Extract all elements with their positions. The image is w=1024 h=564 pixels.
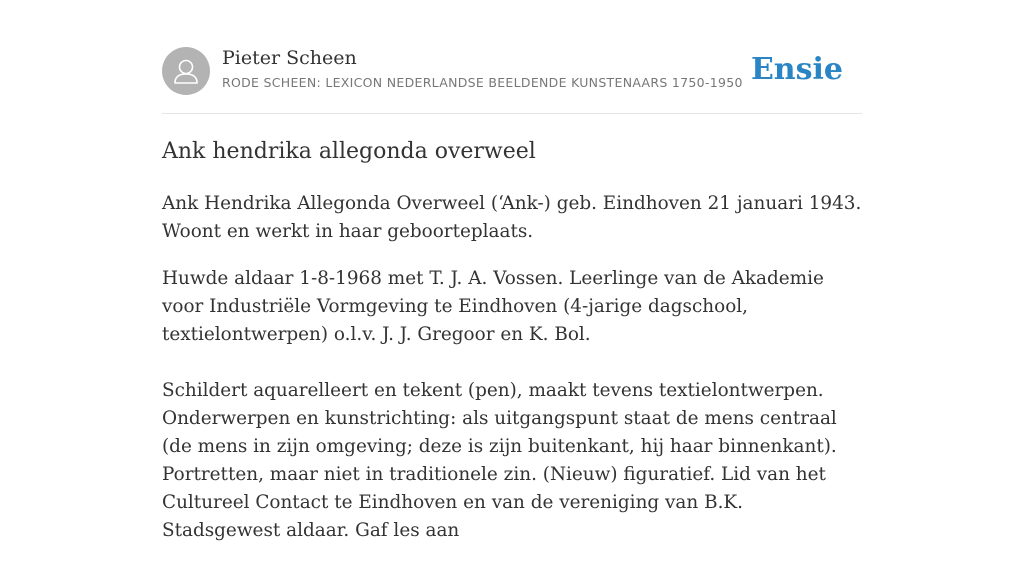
- avatar[interactable]: [162, 47, 210, 95]
- user-silhouette-icon: [162, 47, 210, 95]
- article-container: [162, 0, 862, 541]
- page-title: Ank hendrika allegonda overweel: [162, 139, 536, 164]
- article-body: [162, 190, 862, 564]
- paragraph-2: Huwde aldaar 1-8-1968 met T. J. A. Vossen. Leerlinge van de Akademie voor Industriële Vormgeving te Eindhoven (4-jarige dagschool, textielontwerpen) o.l.v. J. J. Gregoor en K. Bol.: [162, 268, 824, 345]
- author-name[interactable]: Pieter Scheen: [222, 47, 357, 69]
- ensie-logo[interactable]: Ensie: [750, 52, 843, 87]
- paragraph-1: Ank Hendrika Allegonda Overweel (‘Ank-) geb. Eindhoven 21 januari 1943. Woont en werkt in haar geboorteplaats.: [162, 193, 862, 242]
- article-header: [162, 0, 862, 114]
- paragraph-3: Schildert aquarelleert en tekent (pen), maakt tevens textielontwerpen. Onderwerpen en kunstrichting: als uitgangspunt staat de mens centraal (de mens in zijn omgeving; deze is zijn buitenkant, hij haar binnenkant). Portretten, maar niet in traditionele zin. (Nieuw) figuratief. Lid van het Cultureel Contact te Eindhoven en van de vereniging van B.K. Stadsgewest aldaar. Gaf les aan: [162, 380, 837, 541]
- source-label[interactable]: RODE SCHEEN: LEXICON NEDERLANDSE BEELDENDE KUNSTENAARS 1750-1950: [222, 75, 743, 90]
